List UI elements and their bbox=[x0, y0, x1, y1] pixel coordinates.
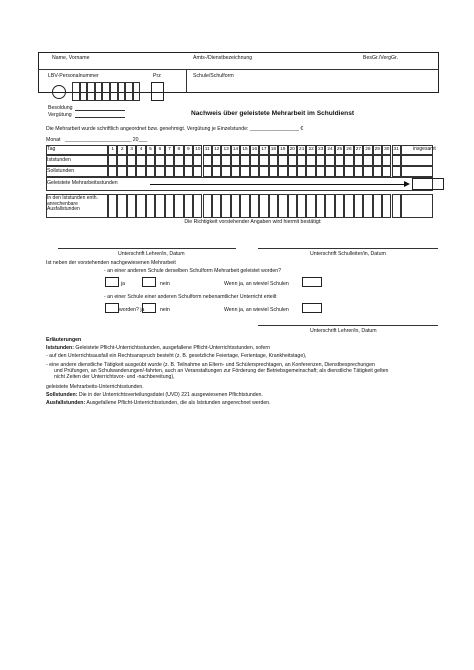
day-header-cell: 6 bbox=[155, 145, 164, 155]
day-header-cell: 28 bbox=[363, 145, 372, 155]
erl-title: Erläuterungen bbox=[46, 337, 82, 343]
ausfall-day-cell[interactable] bbox=[269, 194, 278, 218]
day-cell[interactable] bbox=[382, 155, 391, 166]
erl-ausfall bbox=[46, 400, 271, 406]
day-header-cell: 24 bbox=[325, 145, 334, 155]
day-cell[interactable] bbox=[155, 155, 164, 166]
q2-ja-label: worden? ja bbox=[119, 307, 145, 313]
day-cell[interactable] bbox=[127, 166, 136, 177]
day-cell[interactable] bbox=[363, 166, 372, 177]
erl-geleistete: geleistete Mehrarbeits-Unterrichtsstunden. bbox=[46, 384, 144, 390]
day-header-cell: 31 bbox=[392, 145, 401, 155]
total-cell[interactable] bbox=[401, 155, 433, 166]
ausfall-day-cell[interactable] bbox=[174, 194, 183, 218]
day-cell[interactable] bbox=[193, 155, 202, 166]
day-cell[interactable] bbox=[297, 155, 306, 166]
day-header-cell: 15 bbox=[240, 145, 249, 155]
day-cell[interactable] bbox=[335, 166, 344, 177]
lbv-digit-box[interactable] bbox=[110, 82, 118, 101]
ausfall-day-cell[interactable] bbox=[354, 194, 363, 218]
verguetung-line[interactable] bbox=[75, 117, 125, 118]
day-cell[interactable] bbox=[344, 155, 353, 166]
day-header-cell: 22 bbox=[306, 145, 315, 155]
day-cell[interactable] bbox=[108, 166, 117, 177]
ausfall-day-cell[interactable] bbox=[212, 194, 221, 218]
question-1: - an einer anderen Schule derselben Schulform Mehrarbeit geleistet worden? bbox=[104, 268, 282, 274]
ausfall-day-cell[interactable] bbox=[165, 194, 174, 218]
day-cell[interactable] bbox=[231, 155, 240, 166]
richtigkeit-text: Die Richtigkeit vorstehender Angaben wird hiermit bestätigt: bbox=[184, 219, 322, 225]
day-cell[interactable] bbox=[212, 166, 221, 177]
erl-soll bbox=[46, 392, 263, 398]
name-label: Name, Vorname bbox=[52, 55, 90, 61]
day-cell[interactable] bbox=[165, 166, 174, 177]
day-cell[interactable] bbox=[240, 166, 249, 177]
arrow-head-icon bbox=[404, 181, 410, 187]
ausfall-day-cell[interactable] bbox=[146, 194, 155, 218]
day-header-cell: 14 bbox=[231, 145, 240, 155]
day-cell[interactable] bbox=[354, 166, 363, 177]
day-cell[interactable] bbox=[316, 166, 325, 177]
day-cell[interactable] bbox=[269, 166, 278, 177]
day-cell[interactable] bbox=[155, 166, 164, 177]
prz-label: Prz bbox=[153, 73, 161, 79]
day-cell[interactable] bbox=[278, 166, 287, 177]
erl-ist bbox=[46, 345, 270, 351]
day-cell[interactable] bbox=[373, 155, 382, 166]
day-cell[interactable] bbox=[344, 166, 353, 177]
day-cell[interactable] bbox=[259, 166, 268, 177]
besoldung-line[interactable] bbox=[75, 110, 125, 111]
day-header-cell: 26 bbox=[344, 145, 353, 155]
day-cell[interactable] bbox=[136, 155, 145, 166]
day-header-cell: 21 bbox=[297, 145, 306, 155]
day-header-cell: 2 bbox=[117, 145, 126, 155]
day-header-cell: 9 bbox=[184, 145, 193, 155]
sig-lehrer-label: Unterschrift Lehrer/in, Datum bbox=[118, 251, 185, 257]
amts-label: Amts-/Dienstbezeichnung bbox=[193, 55, 253, 61]
day-cell[interactable] bbox=[184, 166, 193, 177]
q1-ja-label: ja bbox=[121, 281, 126, 287]
sig-schulleiter-line[interactable] bbox=[258, 248, 438, 249]
q1-nein-label: nein bbox=[160, 281, 170, 287]
ausfall-day-cell[interactable] bbox=[231, 194, 240, 218]
erl-ist-text: Geleistete Pflicht-Unterrichtsstunden, ausgefallene Pflicht-Unterrichtsstunden, sofern bbox=[75, 345, 271, 351]
day-cell[interactable] bbox=[117, 166, 126, 177]
ausfall-day-cell[interactable] bbox=[127, 194, 136, 218]
ausfall-day-cell[interactable] bbox=[325, 194, 334, 218]
day-header-cell: 11 bbox=[203, 145, 212, 155]
erl-ausfall-text: Ausgefallene Pflicht-Unterrichtsstunden, die als Iststunden angerechnet werden. bbox=[86, 400, 271, 406]
day-cell[interactable] bbox=[117, 155, 126, 166]
ausfall-day-cell[interactable] bbox=[297, 194, 306, 218]
lbv-digit-box[interactable] bbox=[125, 82, 133, 101]
day-header-cell: 17 bbox=[259, 145, 268, 155]
sig-schulleiter-label: Unterschrift Schulleiter/in, Datum bbox=[310, 251, 386, 257]
day-cell[interactable] bbox=[335, 155, 344, 166]
q2-ja-checkbox[interactable] bbox=[105, 303, 119, 313]
ausfall-day-cell[interactable] bbox=[306, 194, 315, 218]
ausfall-day-cell[interactable] bbox=[363, 194, 372, 218]
geleistete-label: Geleistete Mehrarbeitsstunden bbox=[47, 180, 118, 186]
day-header-cell: 5 bbox=[146, 145, 155, 155]
lbv-digit-box[interactable] bbox=[80, 82, 88, 101]
ausfall-day-cell[interactable] bbox=[155, 194, 164, 218]
day-header-cell: 3 bbox=[127, 145, 136, 155]
day-header-cell: 16 bbox=[250, 145, 259, 155]
monat-label: Monat bbox=[46, 137, 61, 143]
mehrarbeit-line: Die Mehrarbeit wurde schriftlich angeordnet bzw. genehmigt. Vergütung je Einzelstunde: _________________ € bbox=[46, 126, 304, 132]
day-cell[interactable] bbox=[250, 155, 259, 166]
total-cell[interactable] bbox=[401, 166, 433, 177]
ausfall-day-cell[interactable] bbox=[221, 194, 230, 218]
day-cell[interactable] bbox=[373, 166, 382, 177]
day-cell[interactable] bbox=[363, 155, 372, 166]
day-cell[interactable] bbox=[174, 155, 183, 166]
day-cell[interactable] bbox=[146, 166, 155, 177]
day-cell[interactable] bbox=[269, 155, 278, 166]
lbv-digit-box[interactable] bbox=[133, 82, 141, 101]
ausfall-day-cell[interactable] bbox=[278, 194, 287, 218]
day-cell[interactable] bbox=[250, 166, 259, 177]
erl-ausfall-head: Ausfallstunden: bbox=[46, 400, 86, 406]
lbv-digit-box[interactable] bbox=[102, 82, 110, 101]
day-cell[interactable] bbox=[278, 155, 287, 166]
erl-bullet-1: - auf den Unterrichtsausfall ein Rechtsanspruch besteht (z. B. gesetzliche Feiertage, Ferientage, Krankheitstage), bbox=[46, 353, 307, 359]
ausfall-label: In den Iststunden enth. anrechenbare Ausfallstunden bbox=[47, 195, 98, 213]
ausfall-day-cell[interactable] bbox=[316, 194, 325, 218]
q2-wieviel-box[interactable] bbox=[302, 303, 322, 313]
q1-ja-checkbox[interactable] bbox=[105, 277, 119, 287]
question-2a: - an einer Schule einer anderen Schulform nebenamtlicher Unterricht erteilt bbox=[104, 294, 277, 300]
day-cell[interactable] bbox=[184, 155, 193, 166]
ausfall-day-cell[interactable] bbox=[136, 194, 145, 218]
ausfall-day-cell[interactable] bbox=[250, 194, 259, 218]
day-cell[interactable] bbox=[306, 166, 315, 177]
q1-nein-checkbox[interactable] bbox=[142, 277, 156, 287]
sollstunden-label: Sollstunden bbox=[47, 168, 75, 174]
lbv-digit-box[interactable] bbox=[118, 82, 126, 101]
prz-box[interactable] bbox=[151, 82, 164, 101]
day-cell[interactable] bbox=[221, 166, 230, 177]
day-cell[interactable] bbox=[288, 155, 297, 166]
ausfall-day-cell[interactable] bbox=[117, 194, 126, 218]
day-header-cell: 10 bbox=[193, 145, 202, 155]
erl-soll-text: Die in der Unterrichtsverteilungsdatei (UVD) 221 ausgewiesenen Pflichtstunden. bbox=[78, 392, 263, 398]
day-header-cell: 23 bbox=[316, 145, 325, 155]
day-header-cell: 29 bbox=[373, 145, 382, 155]
ausfall-day-cell[interactable] bbox=[288, 194, 297, 218]
q2-nein-checkbox[interactable] bbox=[142, 303, 156, 313]
day-header-cell: 19 bbox=[278, 145, 287, 155]
header-divider bbox=[38, 69, 439, 70]
day-header-cell: 12 bbox=[212, 145, 221, 155]
lbv-digit-box[interactable] bbox=[87, 82, 95, 101]
day-header-cell: 4 bbox=[136, 145, 145, 155]
day-cell[interactable] bbox=[297, 166, 306, 177]
verguetung-label: Vergütung bbox=[48, 112, 72, 118]
erl-bullet-2-line2: und Prüfungen, an Schulwanderungen/-fahrten, auch an Veranstaltungen zur Förderung der Betriebsgemeinschaft; als dienstliche Tätigkeit gelten bbox=[54, 368, 389, 374]
arrow-line bbox=[150, 184, 406, 185]
ausfall-day-cell[interactable] bbox=[373, 194, 382, 218]
day-cell[interactable] bbox=[354, 155, 363, 166]
erl-ist-head: Iststunden: bbox=[46, 345, 74, 351]
day-header-cell: 25 bbox=[335, 145, 344, 155]
sig-lehrer2-label: Unterschrift Lehrer/in, Datum bbox=[310, 328, 377, 334]
day-cell[interactable] bbox=[193, 166, 202, 177]
tag-label: Tag bbox=[47, 146, 56, 152]
question-intro: Ist neben der vorstehenden nachgewiesenen Mehrarbeit bbox=[46, 260, 176, 266]
erl-bullet-2-line1: - eine andere dienstliche Tätigkeit ausgeübt wurde (z. B. Teilnahme an Eltern- und Schülersprechtagen, an Konferenzen, Dienstbesprechungen bbox=[46, 362, 375, 368]
day-cell[interactable] bbox=[325, 166, 334, 177]
day-cell[interactable] bbox=[174, 166, 183, 177]
ausfall-day-cell[interactable] bbox=[392, 194, 401, 218]
punch-circle bbox=[52, 85, 66, 99]
day-header-cell: 8 bbox=[174, 145, 183, 155]
besgr-label: BesGr./VergGr. bbox=[363, 55, 398, 61]
day-header-cell: 18 bbox=[269, 145, 278, 155]
q2-nein-label: nein bbox=[160, 307, 170, 313]
insgesamt-label: insgesamt bbox=[413, 146, 436, 152]
q2-wieviel-label: Wenn ja, an wieviel Schulen bbox=[224, 307, 289, 313]
day-header-cell: 30 bbox=[382, 145, 391, 155]
day-header-cell: 27 bbox=[354, 145, 363, 155]
day-cell[interactable] bbox=[392, 166, 401, 177]
monat-year[interactable]: _______________________ 20___ bbox=[65, 137, 148, 143]
day-cell[interactable] bbox=[325, 155, 334, 166]
ausfall-day-cell[interactable] bbox=[203, 194, 212, 218]
sig-lehrer-line[interactable] bbox=[58, 248, 236, 249]
besoldung-label: Besoldung bbox=[48, 105, 73, 111]
lbv-digit-box[interactable] bbox=[72, 82, 80, 101]
ausfall-day-cell[interactable] bbox=[335, 194, 344, 218]
day-cell[interactable] bbox=[203, 155, 212, 166]
ausfall-day-cell[interactable] bbox=[382, 194, 391, 218]
day-cell[interactable] bbox=[212, 155, 221, 166]
schule-label: Schule/Schulform bbox=[193, 73, 234, 79]
iststunden-label: Iststunden bbox=[47, 157, 71, 163]
day-header-cell: 20 bbox=[288, 145, 297, 155]
erl-bullet-2-line3: nicht Zeiten der Unterrichtsvor- und -nachbereitung), bbox=[54, 374, 175, 380]
header-divider-v bbox=[186, 69, 187, 93]
day-cell[interactable] bbox=[259, 155, 268, 166]
ausfall-day-cell[interactable] bbox=[184, 194, 193, 218]
day-cell[interactable] bbox=[288, 166, 297, 177]
day-cell[interactable] bbox=[240, 155, 249, 166]
q1-wieviel-label: Wenn ja, an wieviel Schulen bbox=[224, 281, 289, 287]
day-cell[interactable] bbox=[231, 166, 240, 177]
day-cell[interactable] bbox=[136, 166, 145, 177]
day-header-cell: 1 bbox=[108, 145, 117, 155]
day-cell[interactable] bbox=[203, 166, 212, 177]
sig-lehrer2-line[interactable] bbox=[258, 325, 438, 326]
day-header-cell: 13 bbox=[221, 145, 230, 155]
page-title: Nachweis über geleistete Mehrarbeit im Schuldienst bbox=[191, 110, 355, 117]
lbv-digit-box[interactable] bbox=[95, 82, 103, 101]
lbv-label: LBV-Personalnummer bbox=[48, 73, 99, 79]
ausfall-day-cell[interactable] bbox=[193, 194, 202, 218]
geleistete-total-box[interactable] bbox=[412, 178, 444, 190]
ausfall-day-cell[interactable] bbox=[240, 194, 249, 218]
day-header-cell: 7 bbox=[165, 145, 174, 155]
day-cell[interactable] bbox=[146, 155, 155, 166]
day-cell[interactable] bbox=[165, 155, 174, 166]
ausfall-day-cell[interactable] bbox=[108, 194, 117, 218]
ausfall-total-cell[interactable] bbox=[401, 194, 433, 218]
day-cell[interactable] bbox=[221, 155, 230, 166]
day-cell[interactable] bbox=[108, 155, 117, 166]
erl-soll-head: Sollstunden: bbox=[46, 392, 78, 398]
day-cell[interactable] bbox=[127, 155, 136, 166]
q1-wieviel-box[interactable] bbox=[302, 277, 322, 287]
day-cell[interactable] bbox=[392, 155, 401, 166]
day-cell[interactable] bbox=[382, 166, 391, 177]
ausfall-day-cell[interactable] bbox=[259, 194, 268, 218]
day-cell[interactable] bbox=[306, 155, 315, 166]
ausfall-day-cell[interactable] bbox=[344, 194, 353, 218]
day-cell[interactable] bbox=[316, 155, 325, 166]
